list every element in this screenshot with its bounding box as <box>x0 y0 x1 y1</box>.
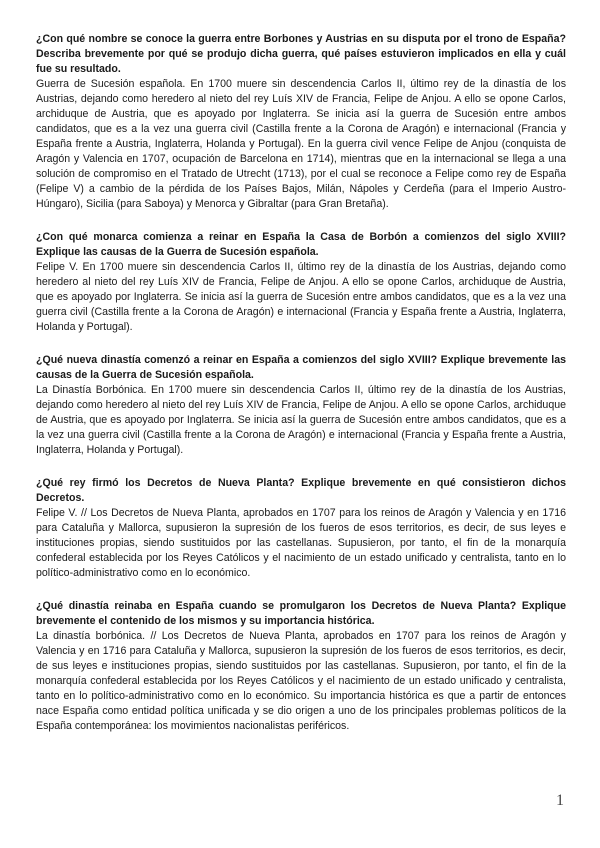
question-5: ¿Qué dinastía reinaba en España cuando se promulgaron los Decretos de Nueva Planta? Explique brevemente el contenido de los mismos y su importancia histórica. <box>36 600 566 627</box>
answer-4: Felipe V. // Los Decretos de Nueva Planta, aprobados en 1707 para los reinos de Aragón y Valencia y en 1716 para Cataluña y Mallorca, supusieron la supresión de los fueros de esos territorios, es decir, de sus leyes e instituciones propias, siendo sustituidos por las castellanas. Supusieron, por tanto, el fin de la monarquía confederal establecida por los Reyes Católicos y el nacimiento de un estado unificado y centralista, tanto en lo político-administrativo como en lo económico. <box>36 507 566 579</box>
answer-3: La Dinastía Borbónica. En 1700 muere sin descendencia Carlos II, último rey de la dinastía de los Austrias, dejando como heredero al nieto del rey Luís XIV de Francia, Felipe de Anjou. A ello se opone Carlos, archiduque de Austria, que es apoyado por Inglaterra. Se inicia así la guerra de Sucesión entre ambos candidatos, que es a la vez una guerra civil (Castilla frente a la Corona de Aragón) e internacional (Francia y España frente a Austria, Inglaterra, Holanda y Portugal). <box>36 384 566 456</box>
question-3: ¿Qué nueva dinastía comenzó a reinar en España a comienzos del siglo XVIII? Explique brevemente las causas de la Guerra de Sucesión española. <box>36 354 566 381</box>
question-4: ¿Qué rey firmó los Decretos de Nueva Planta? Explique brevemente en qué consistieron dichos Decretos. <box>36 477 566 504</box>
question-2: ¿Con qué monarca comienza a reinar en España la Casa de Borbón a comienzos del siglo XVIII? Explique las causas de la Guerra de Sucesión española. <box>36 231 566 258</box>
page-number: 1 <box>556 792 564 809</box>
qa-section-2 <box>36 230 566 335</box>
answer-1: Guerra de Sucesión española. En 1700 muere sin descendencia Carlos II, último rey de la dinastía de los Austrias, dejando como heredero al nieto del rey Luís XIV de Francia, Felipe de Anjou. A ello se opone Carlos, archiduque de Austria, que es apoyado por Inglaterra. Se inicia así la guerra de Sucesión entre ambos candidatos, que es a la vez una guerra civil (Castilla frente a la Corona de Aragón) e internacional (Francia y España frente a Austria, Inglaterra, Holanda y Portugal). En la guerra civil vence Felipe de Anjou (conquista de Aragón y Valencia en 1707, ocupación de Barcelona en 1714), mientras que en la internacional se llega a una solución de compromiso en el Tratado de Utrecht (1713), por el cual se reconoce a Felipe como rey de España (Felipe V) a cambio de la pérdida de los Países Bajos, Milán, Nápoles y Cerdeña (para el Imperio Austro-Húngaro), Sicilia (para Saboya) y Menorca y Gibraltar (para Gran Bretaña). <box>36 78 566 210</box>
qa-section-5 <box>36 599 566 734</box>
qa-section-4 <box>36 476 566 581</box>
qa-section-3 <box>36 353 566 458</box>
question-1: ¿Con qué nombre se conoce la guerra entre Borbones y Austrias en su disputa por el trono de España? Describa brevemente por qué se produjo dicha guerra, qué países estuvieron implicados en ella y cuál fue su resultado. <box>36 33 566 75</box>
answer-5: La dinastía borbónica. // Los Decretos de Nueva Planta, aprobados en 1707 para los reinos de Aragón y Valencia y en 1716 para Cataluña y Mallorca, supusieron la supresión de los fueros de esos territorios, es decir, de sus leyes e instituciones propias, siendo sustituidos por las castellanas. Supusieron, por tanto, el fin de la monarquía confederal establecida por los Reyes Católicos y el nacimiento de un estado unificado y centralista, tanto en lo político-administrativo como en lo económico. Su importancia histórica es que a partir de entonces nace España como entidad política unificada y se dio origen a uno de los principales problemas políticos de la España contemporánea: los movimientos nacionalistas periféricos. <box>36 630 566 732</box>
document-page <box>36 32 566 752</box>
answer-2: Felipe V. En 1700 muere sin descendencia Carlos II, último rey de la dinastía de los Austrias, dejando como heredero al nieto del rey Luís XIV de Francia, Felipe de Anjou. A ello se opone Carlos, archiduque de Austria, que es apoyado por Inglaterra. Se inicia así la guerra de Sucesión entre ambos candidatos, que es a la vez una guerra civil (Castilla frente a la Corona de Aragón) e internacional (Francia y España frente a Austria, Inglaterra, Holanda y Portugal). <box>36 261 566 333</box>
qa-section-1 <box>36 32 566 212</box>
